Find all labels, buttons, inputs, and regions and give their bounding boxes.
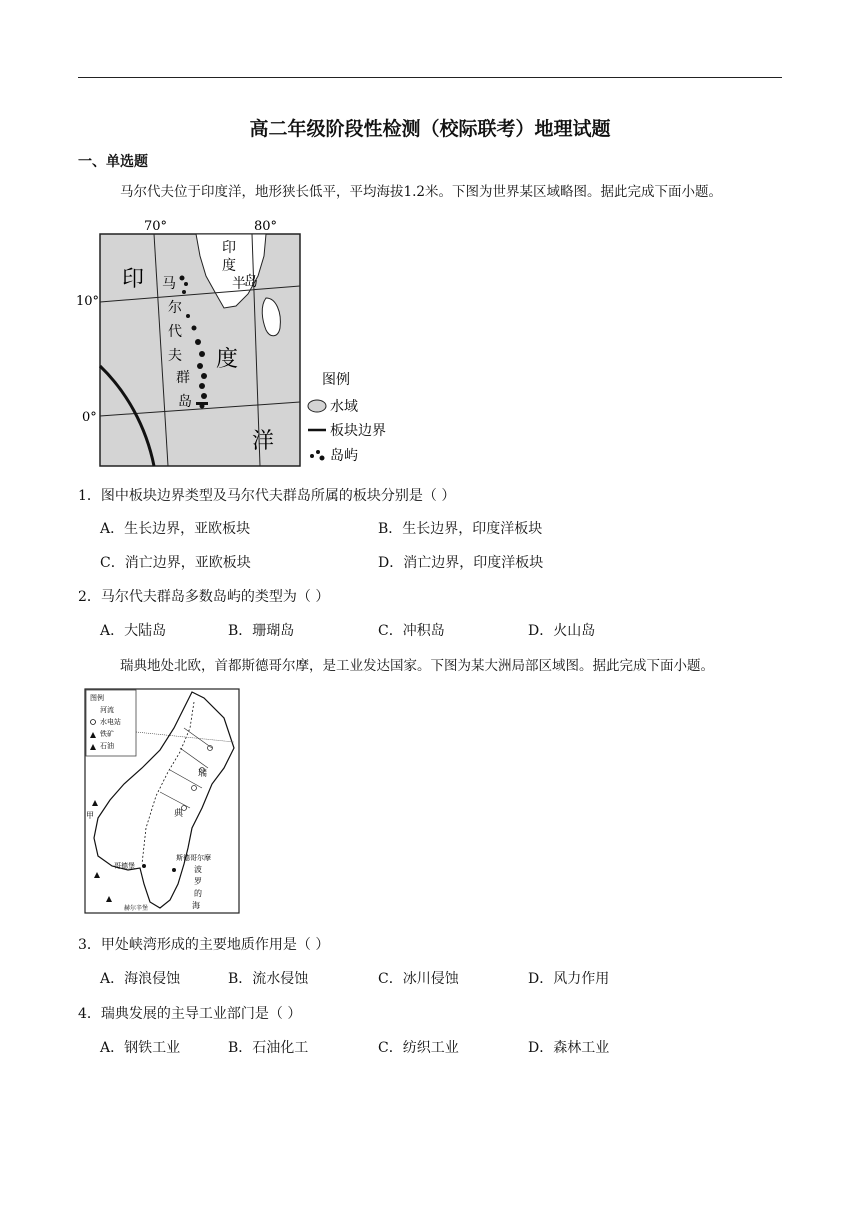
- lat-10-label: 10°: [76, 294, 100, 309]
- bottom-city-label: 赫尔辛堡: [124, 905, 149, 912]
- header-rule: [78, 77, 782, 78]
- stockholm-label: 斯德哥尔摩: [176, 854, 211, 862]
- q1-option-b[interactable]: B．生长边界，印度洋板块: [378, 521, 543, 537]
- question-2: 2．马尔代夫群岛多数岛屿的类型为（ ）: [78, 589, 330, 605]
- q3-option-c[interactable]: C．冰川侵蚀: [378, 971, 459, 987]
- lat-0-label: 0°: [82, 410, 97, 425]
- question-1: 1．图中板块边界类型及马尔代夫群岛所属的板块分别是（ ）: [78, 488, 456, 504]
- q2-option-a[interactable]: A．大陆岛: [100, 623, 167, 639]
- question-3: 3．甲处峡湾形成的主要地质作用是（ ）: [78, 937, 330, 953]
- legend-water: 水域: [330, 399, 358, 415]
- page-title: 高二年级阶段性检测（校际联考）地理试题: [249, 118, 611, 140]
- lon-80-label: 80°: [254, 219, 278, 234]
- ocean-label: 印: [122, 267, 145, 292]
- section-heading: 一、单选题: [78, 154, 148, 170]
- maldives-label: 代: [168, 324, 182, 340]
- peninsula-label: 半: [232, 276, 246, 292]
- question-4: 4．瑞典发展的主导工业部门是（ ）: [78, 1006, 302, 1022]
- jia-label: 甲: [86, 811, 94, 820]
- ocean-label: 度: [216, 347, 239, 372]
- q2-option-d[interactable]: D．火山岛: [528, 623, 596, 639]
- maldives-label: 尔: [168, 300, 182, 316]
- q4-option-a[interactable]: A．钢铁工业: [100, 1040, 181, 1056]
- baltic-sea-label: 的: [194, 889, 202, 898]
- map2-legend-title: 图例: [90, 694, 104, 702]
- map2-legend-iron: 铁矿: [100, 730, 114, 738]
- map2-legend-river: 河流: [100, 706, 114, 714]
- baltic-sea-label: 海: [192, 901, 200, 910]
- intro-paragraph-1: 马尔代夫位于印度洋，地形狭长低平，平均海拔1.2米。下图为世界某区域略图。据此完成下面小题。: [120, 184, 722, 200]
- legend-title: 图例: [322, 372, 350, 388]
- legend-plate-boundary: 板块边界: [330, 423, 386, 439]
- rui-label: 瑞: [198, 769, 208, 779]
- q1-option-d[interactable]: D．消亡边界，印度洋板块: [378, 555, 544, 571]
- peninsula-label: 岛: [244, 274, 258, 290]
- indian-ocean-map: [76, 216, 406, 472]
- gothenburg-label: 哥德堡: [114, 862, 135, 870]
- legend-island: 岛屿: [330, 448, 358, 464]
- maldives-label: 群: [176, 370, 190, 386]
- peninsula-label: 印: [222, 240, 236, 256]
- lon-70-label: 70°: [144, 219, 168, 234]
- map2-legend-oil: 石油: [100, 742, 114, 750]
- maldives-label: 岛: [178, 394, 192, 410]
- q4-option-b[interactable]: B．石油化工: [228, 1040, 309, 1056]
- intro-paragraph-2: 瑞典地处北欧，首都斯德哥尔摩，是工业发达国家。下图为某大洲局部区域图。据此完成下面小题。: [120, 658, 714, 674]
- q2-option-c[interactable]: C．冲积岛: [378, 623, 445, 639]
- baltic-sea-label: 波: [194, 865, 202, 874]
- dian-label: 典: [174, 809, 184, 819]
- q1-option-a[interactable]: A．生长边界，亚欧板块: [100, 521, 251, 537]
- q3-option-b[interactable]: B．流水侵蚀: [228, 971, 309, 987]
- q3-option-a[interactable]: A．海浪侵蚀: [100, 971, 181, 987]
- q2-option-b[interactable]: B．珊瑚岛: [228, 623, 295, 639]
- maldives-label: 夫: [168, 348, 182, 364]
- q4-option-c[interactable]: C．纺织工业: [378, 1040, 459, 1056]
- ocean-label: 洋: [252, 429, 275, 454]
- q4-option-d[interactable]: D．森林工业: [528, 1040, 610, 1056]
- peninsula-label: 度: [222, 258, 236, 274]
- scandinavia-map: [84, 688, 240, 914]
- maldives-label: 马: [162, 276, 176, 292]
- q1-option-c[interactable]: C．消亡边界，亚欧板块: [100, 555, 251, 571]
- map2-legend-hydro: 水电站: [100, 718, 121, 726]
- q3-option-d[interactable]: D．风力作用: [528, 971, 610, 987]
- baltic-sea-label: 罗: [194, 877, 202, 886]
